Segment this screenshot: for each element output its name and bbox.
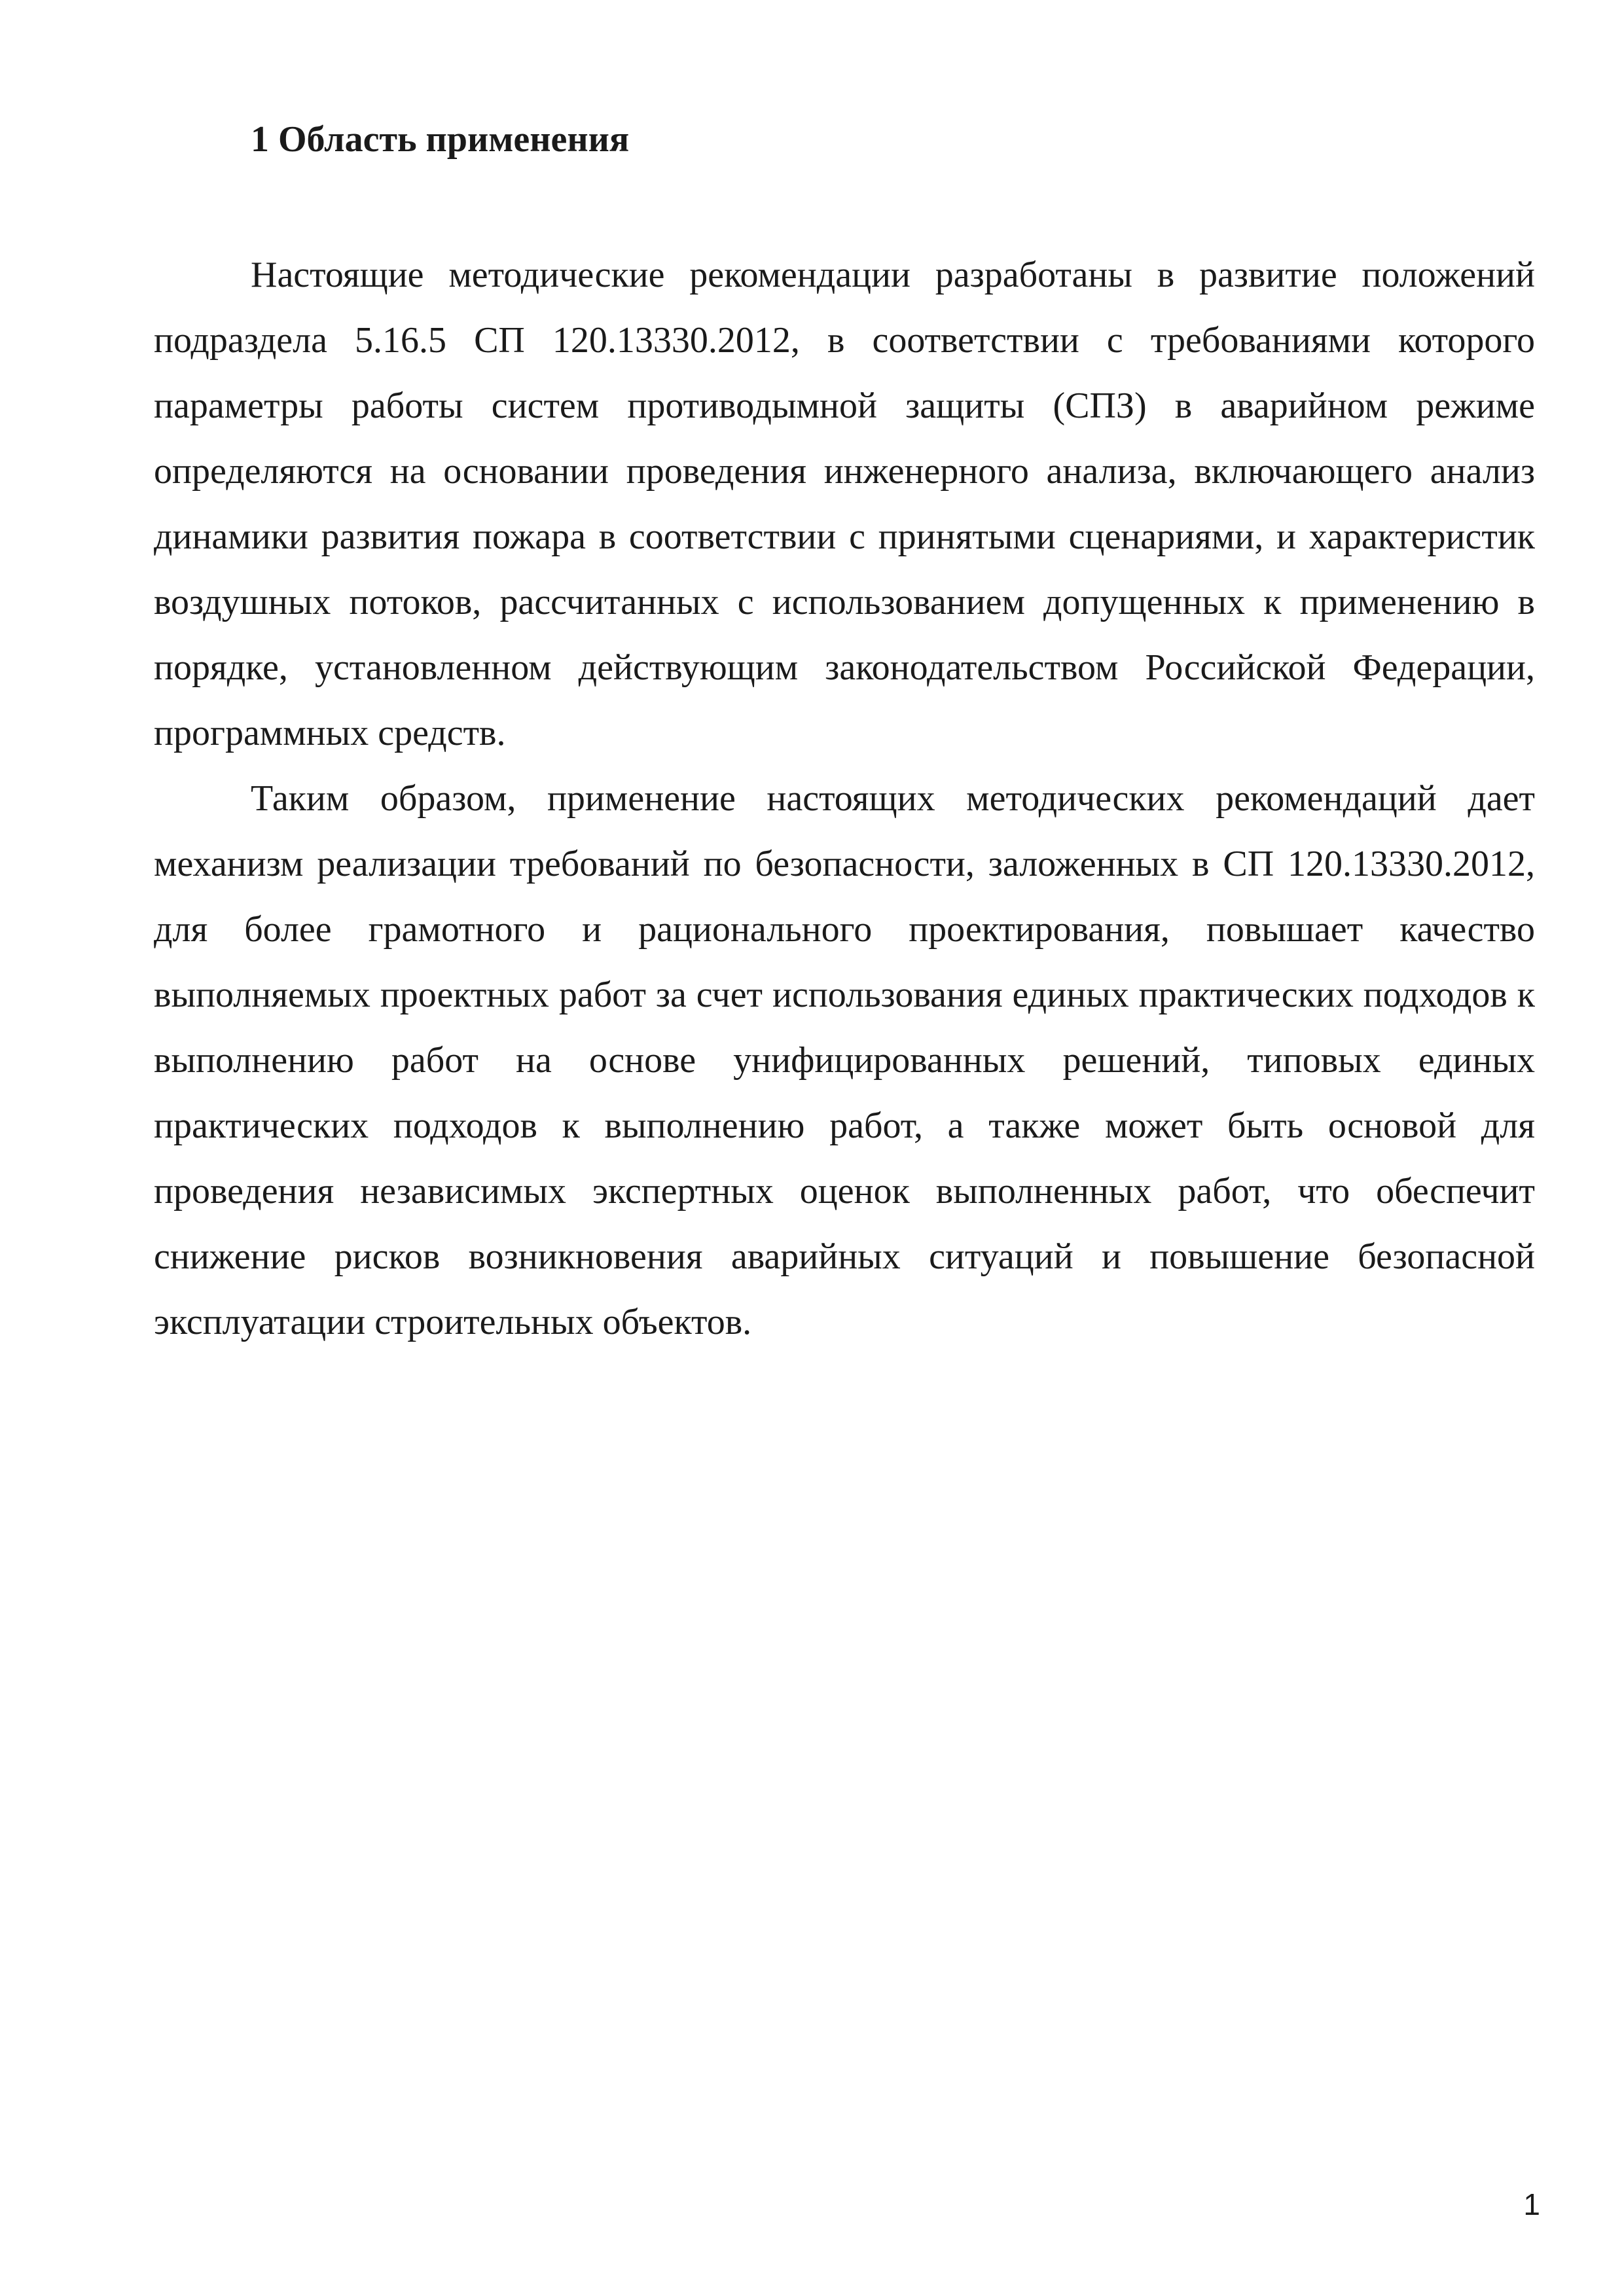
section-heading: 1 Область применения xyxy=(251,119,630,160)
document-body xyxy=(154,242,1535,1355)
paragraph-purpose: Таким образом, применение настоящих методических рекомендаций дает механизм реализации требований по безопасности, заложенных в СП 120.13330.2012, для более грамотного и рационального проектирования, повышает качество выполняемых проектных работ за счет использования единых практических подходов к выполнению работ на основе унифицированных решений, типовых единых практических подходов к выполнению работ, а также может быть основой для проведения независимых экспертных оценок выполненных работ, что обеспечит снижение рисков возникновения аварийных ситуаций и повышение безопасной эксплуатации строительных объектов. xyxy=(154,778,1535,1342)
paragraph-scope: Настоящие методические рекомендации разработаны в развитие положений подраздела 5.16.5 СП 120.13330.2012, в соответствии с требованиями которого параметры работы систем противодымной защиты (СПЗ) в аварийном режиме определяются на основании проведения инженерного анализа, включающего анализ динамики развития пожара в соответствии с принятыми сценариями, и характеристик воздушных потоков, рассчитанных с использованием допущенных к применению в порядке, установленном действующим законодательством Российской Федерации, программных средств. xyxy=(154,255,1535,753)
page-number: 1 xyxy=(1523,2187,1540,2221)
